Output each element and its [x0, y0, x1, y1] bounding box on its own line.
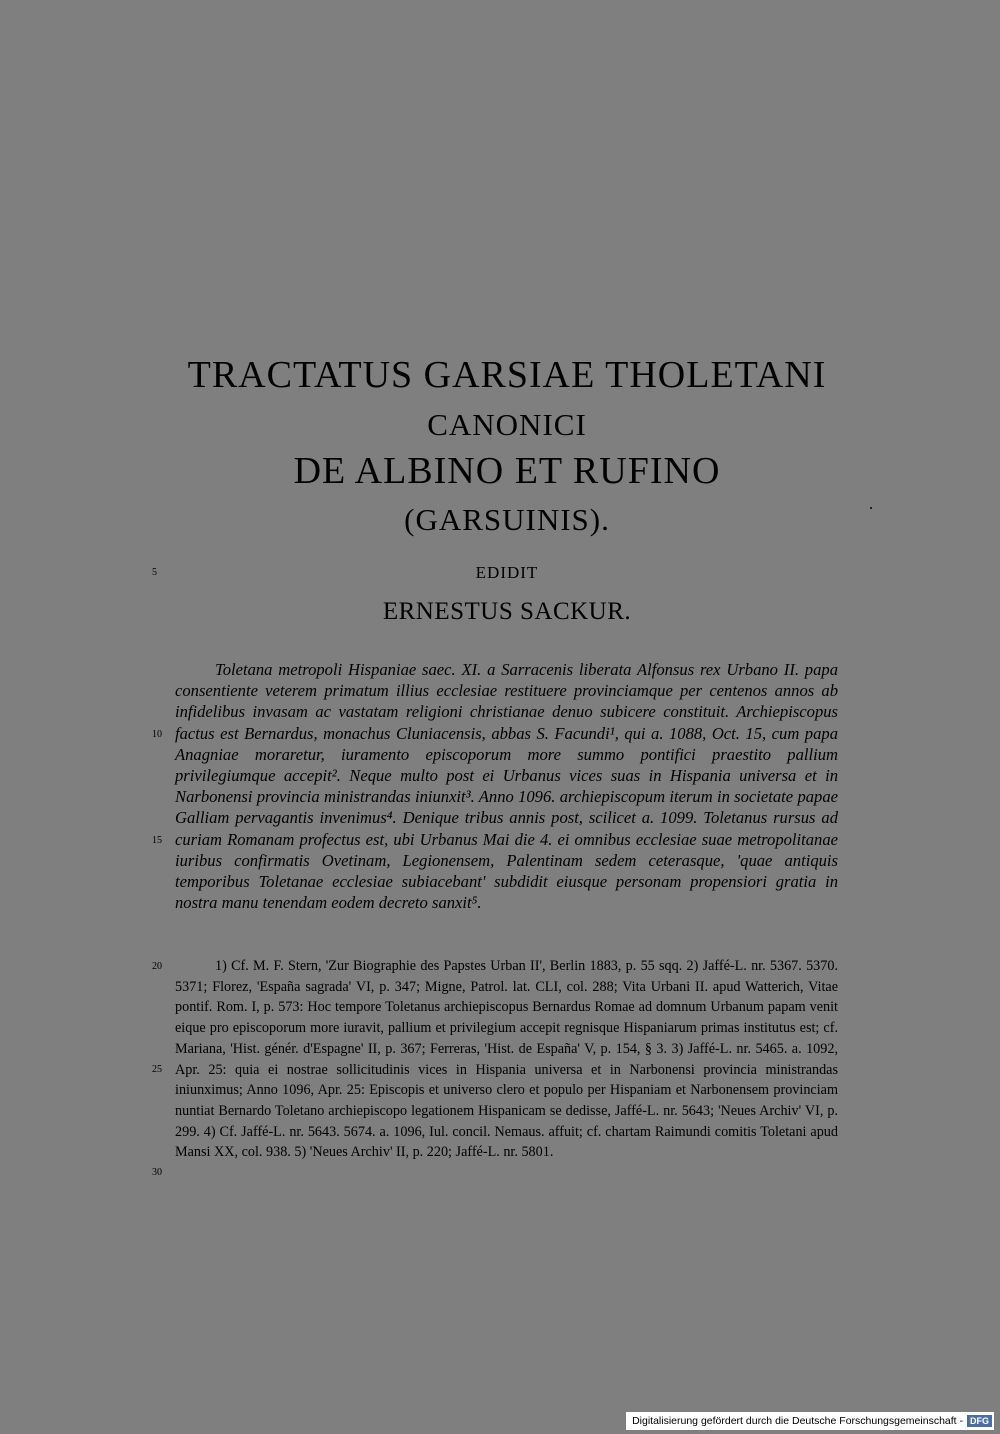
line-number: 15	[152, 835, 162, 846]
footnotes-paragraph: 1) Cf. M. F. Stern, 'Zur Biographie des Papstes Urban II', Berlin 1883, p. 55 sqq. 2) Jaffé-L. nr. 5367. 5370. 5371; Florez, 'España sagrada' VI, p. 347; Migne, Patrol. lat. CLI, col. 288; Vita Urbani II. apud Watterich, Vitae pontif. Rom. I, p. 573: Hoc tempore Toletanus archiepiscopus Bernardus Romae ad domnum Urbanum papam venit eique pro episcoporum more iuravit, pallium et privilegium accepit regnisque Hispaniarum primas institutus est; cf. Mariana, 'Hist. génér. d'Espagne' II, p. 367; Ferreras, 'Hist. de España' V, p. 154, § 3. 3) Jaffé-L. nr. 5465. a. 1092, Apr. 25: quia ei nostrae sollicitudinis vices in Hispania universa et in Narbonensi provincia ministrandas iniunximus; Anno 1096, Apr. 25: Episcopis et universo clero et populo per Hispaniam et Narbonensem provinciam nuntiat Bernardo Toletano archiepiscopo legationem Hispanicam se dedisse, Jaffé-L. nr. 5643; 'Neues Archiv' VI, p. 299. 4) Cf. Jaffé-L. nr. 5643. 5674. a. 1096, Iul. concil. Nemaus. affuit; cf. chartam Raimundi comitis Toletani apud Mansi XX, col. 938. 5) 'Neues Archiv' II, p. 220; Jaffé-L. nr. 5801.	[175, 958, 838, 1161]
footnotes-block	[175, 956, 838, 1163]
line-number: 10	[152, 729, 162, 740]
title-line-3: DE ALBINO ET RUFINO	[293, 450, 721, 492]
dfg-logo-icon: DFG	[967, 1415, 992, 1427]
line-number: 30	[152, 1167, 162, 1178]
line-number: 20	[152, 961, 162, 972]
line-number: 25	[152, 1064, 162, 1075]
editor-name: ERNESTUS SACKUR.	[382, 598, 632, 625]
title-line-4: (GARSUINIS).	[404, 502, 610, 537]
main-text-block	[175, 659, 838, 913]
line-number: 5	[152, 567, 157, 578]
scan-speck	[870, 507, 872, 509]
title-line-1: TRACTATUS GARSIAE THOLETANI	[187, 354, 827, 396]
funding-footer	[626, 1412, 994, 1430]
edidit-label: EDIDIT	[475, 563, 539, 582]
main-paragraph: Toletana metropoli Hispaniae saec. XI. a Sarracenis liberata Alfonsus rex Urbano II. papa consentiente veterem primatum illius ecclesiae restituere provinciamque per centenos annos ab infidelibus invasam ac vastatam religioni christianae denuo subicere constituit. Archiepiscopus factus est Bernardus, monachus Cluniacensis, abbas S. Facundi¹, qui a. 1088, Oct. 15, cum papa Anagniae moraretur, iuramento episcoporum more summo pontifici praestito pallium privilegiumque accepit². Neque multo post ei Urbanus vices suas in Hispania universa et in Narbonensi provincia ministrandas iniunxit³. Anno 1096. archiepiscopum iterum in societate papae Galliam pervagantis invenimus⁴. Denique tribus annis post, scilicet a. 1099. Toletanus rursus ad curiam Romanam profectus est, ubi Urbanus Mai die 4. ei omnibus ecclesiae suae metropolitanae iuribus confirmatis Ovetinam, Legionensem, Palentinam sedem ceterasque, 'quae antiquis temporibus Toletanae ecclesiae subiacebant' subdidit eiusque personam propensiori gratia in nostra manu tenendam eodem decreto sanxit⁵.	[175, 660, 838, 913]
footer-text: Digitalisierung gefördert durch die Deutsche Forschungsgemeinschaft -	[632, 1415, 963, 1427]
title-line-2: CANONICI	[427, 407, 587, 442]
